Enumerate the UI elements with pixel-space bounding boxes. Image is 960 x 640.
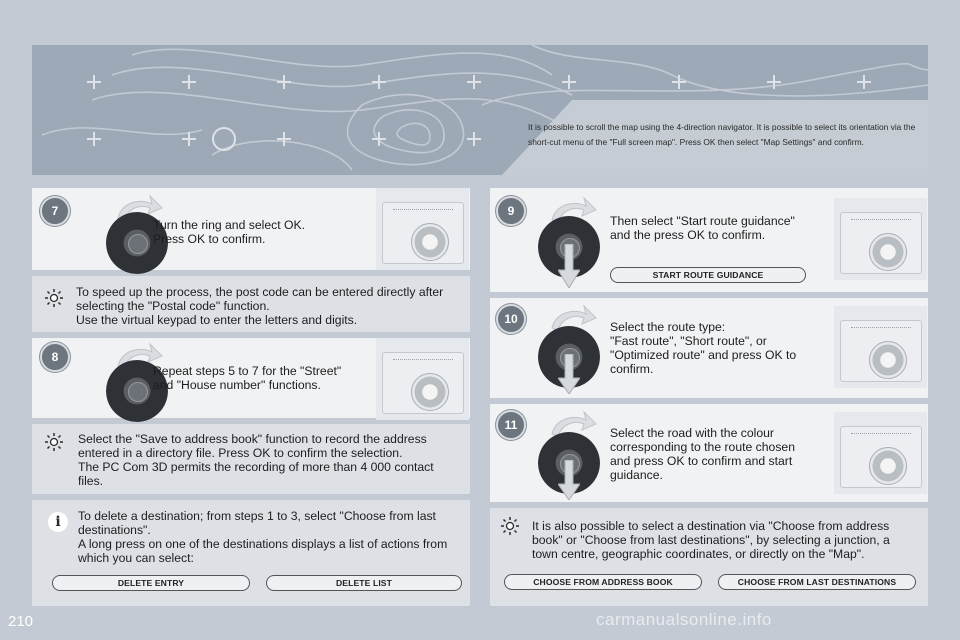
step-text: Select the road with the colour corresponding to the route chosen and press OK to confirm and start guidance. xyxy=(610,426,795,482)
tip-text: To speed up the process, the post code can be entered directly after selecting the "Postal code" function. Use the virtual keypad to enter the letters and digits. xyxy=(76,285,444,327)
radio-unit-icon xyxy=(834,412,927,494)
address-book-tip xyxy=(32,424,470,494)
map-scroll-note: It is possible to scroll the map using the 4-direction navigator. It is possible to select its orientation via the short-cut menu of the "Full screen map". Press OK then select "Map Settings" and confirm. xyxy=(528,122,916,147)
delete-list-button[interactable]: DELETE LIST xyxy=(266,575,462,591)
delete-destination-info xyxy=(32,500,470,606)
step-badge: 7 xyxy=(40,196,70,226)
choose-destination-tip xyxy=(490,508,928,606)
info-icon: i xyxy=(48,512,68,532)
step-badge: 10 xyxy=(496,304,526,334)
step-text: Repeat steps 5 to 7 for the "Street" and "House number" functions. xyxy=(153,364,342,392)
postal-code-tip xyxy=(32,276,470,332)
lightbulb-icon xyxy=(500,516,520,536)
radio-unit-icon xyxy=(834,306,927,388)
step-badge: 8 xyxy=(40,342,70,372)
info-text: To delete a destination; from steps 1 to 3, select "Choose from last destinations". A long press on one of the destinations displays a list of actions from which you can select: xyxy=(78,509,448,565)
step-text: Then select "Start route guidance" and the press OK to confirm. xyxy=(610,214,795,242)
tip-text: It is also possible to select a destination via "Choose from address book" or "Choose from last destinations", by selecting a junction, a town centre, geographic coordinates, or directly on the "Map". xyxy=(532,519,890,561)
tip-text: Select the "Save to address book" function to record the address entered in a directory file. Press OK to confirm the selection. The PC Com 3D permits the recording of more than 4 000 contact files. xyxy=(78,432,434,488)
step-8-card xyxy=(32,338,470,418)
radio-unit-icon xyxy=(376,338,469,420)
step-text: Turn the ring and select OK. Press OK to confirm. xyxy=(153,218,305,246)
step-10-card xyxy=(490,298,928,398)
radio-unit-icon xyxy=(376,188,469,270)
step-11-card xyxy=(490,404,928,502)
start-route-guidance-button[interactable]: START ROUTE GUIDANCE xyxy=(610,267,806,283)
choose-from-last-destinations-button[interactable]: CHOOSE FROM LAST DESTINATIONS xyxy=(718,574,916,590)
step-9-card xyxy=(490,188,928,292)
watermark: carmanualsonline.info xyxy=(596,610,772,629)
delete-entry-button[interactable]: DELETE ENTRY xyxy=(52,575,250,591)
down-arrow-icon xyxy=(558,460,580,500)
topographic-map-illustration xyxy=(32,45,928,175)
lightbulb-icon xyxy=(44,288,64,308)
step-badge: 11 xyxy=(496,410,526,440)
lightbulb-icon xyxy=(44,432,64,452)
down-arrow-icon xyxy=(558,354,580,394)
step-7-card xyxy=(32,188,470,270)
step-text: Select the route type: "Fast route", "Short route", or "Optimized route" and press OK to confirm. xyxy=(610,320,797,376)
map-banner xyxy=(32,45,928,175)
radio-unit-icon xyxy=(834,198,927,280)
choose-from-address-book-button[interactable]: CHOOSE FROM ADDRESS BOOK xyxy=(504,574,702,590)
page-number: 210 xyxy=(8,613,34,630)
step-badge: 9 xyxy=(496,196,526,226)
down-arrow-icon xyxy=(558,244,580,288)
